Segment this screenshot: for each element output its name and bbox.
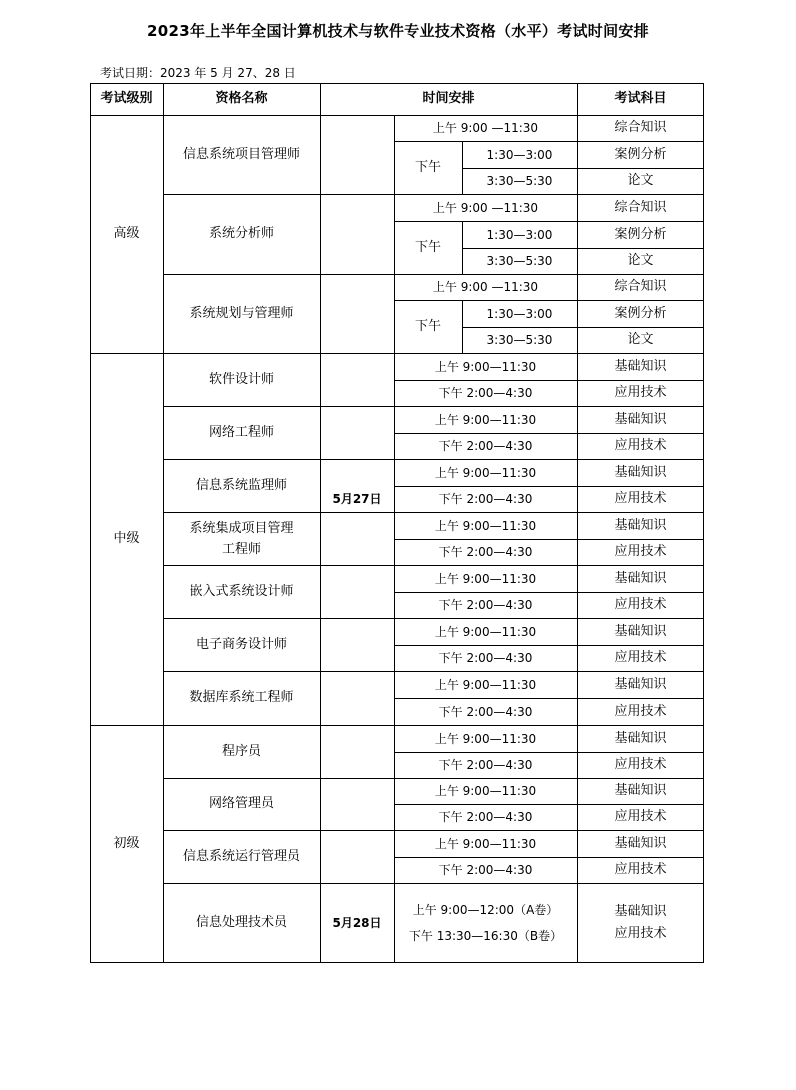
time-pm-1: 1:30—3:00 (486, 306, 553, 321)
grid-line (394, 857, 704, 858)
grid-line (163, 725, 704, 726)
grid-line (163, 194, 704, 195)
grid-line (394, 645, 704, 646)
qual-junior-3: 信息系统运行管理员 (182, 848, 300, 864)
schedule-table (90, 83, 704, 963)
grid-line (163, 565, 704, 566)
level-junior: 初级 (113, 836, 140, 851)
grid-line (163, 83, 164, 963)
time-pm-2: 3:30—5:30 (486, 254, 553, 268)
time-pm: 下午 2:00—4:30 (438, 545, 533, 559)
grid-line (90, 83, 704, 84)
grid-line (394, 486, 704, 487)
time-pm: 下午 2:00—4:30 (438, 810, 533, 824)
grid-line (462, 248, 704, 249)
pm-label: 下午 (414, 239, 441, 255)
grid-line (163, 406, 704, 407)
subject-comprehensive: 综合知识 (614, 279, 667, 294)
subject-basic: 基础知识 (614, 835, 667, 851)
subject-case-analysis: 案例分析 (614, 146, 667, 162)
subject-essay: 论文 (627, 173, 654, 188)
subject-comprehensive: 综合知识 (614, 199, 667, 215)
subject-basic: 基础知识 (614, 358, 667, 374)
qual-senior-3: 系统规划与管理师 (189, 305, 294, 321)
time-am: 上午 9:00—11:30 (434, 518, 537, 533)
qual-middle-2: 网络工程师 (208, 424, 274, 440)
grid-line (163, 883, 704, 884)
subject-last-2: 应用技术 (614, 926, 667, 941)
grid-line (320, 83, 321, 963)
subject-basic: 基础知识 (614, 730, 667, 746)
subject-essay: 论文 (627, 332, 654, 347)
qual-senior-2: 系统分析师 (208, 226, 274, 241)
qual-middle-1: 软件设计师 (208, 371, 274, 387)
subject-basic: 基础知识 (614, 676, 667, 692)
subject-case-analysis: 案例分析 (614, 305, 667, 321)
time-pm: 下午 2:00—4:30 (438, 651, 533, 665)
time-am: 上午 9:00—11:30 (434, 624, 537, 639)
time-am: 上午 9:00 —11:30 (432, 280, 539, 294)
subject-applied: 应用技术 (614, 757, 667, 772)
grid-line (394, 433, 704, 434)
time-am: 上午 9:00—11:30 (434, 465, 537, 480)
grid-line (394, 804, 704, 805)
time-last-pm: 下午 13:30—16:30（B卷） (408, 929, 563, 943)
time-am: 上午 9:00 —11:30 (432, 121, 539, 135)
grid-line (163, 353, 704, 354)
level-middle: 中级 (113, 531, 140, 546)
grid-line (163, 618, 704, 619)
time-am: 上午 9:00—11:30 (434, 836, 537, 851)
grid-line (462, 300, 463, 354)
time-pm: 下午 2:00—4:30 (438, 758, 533, 772)
time-pm: 下午 2:00—4:30 (438, 704, 533, 719)
qual-middle-6: 电子商务设计师 (195, 636, 287, 652)
header-schedule: 时间安排 (422, 91, 475, 106)
grid-line (394, 592, 704, 593)
grid-line (90, 115, 704, 116)
grid-line (90, 353, 164, 354)
exam-date: 考试日期：2023 年 5 月 27、28 日 (100, 66, 296, 80)
time-pm: 下午 2:00—4:30 (438, 492, 533, 506)
time-am: 上午 9:00—11:30 (434, 359, 537, 374)
subject-applied: 应用技术 (614, 809, 667, 824)
grid-line (163, 830, 704, 831)
time-am: 上午 9:00—11:30 (434, 677, 537, 692)
subject-basic: 基础知识 (614, 783, 667, 798)
subject-comprehensive: 综合知识 (614, 120, 667, 135)
grid-line (90, 83, 91, 963)
subject-last-1: 基础知识 (614, 904, 667, 919)
grid-line (462, 327, 704, 328)
date-may-27: 5月27日 (332, 492, 382, 506)
subject-applied: 应用技术 (614, 385, 667, 400)
grid-line (394, 221, 704, 222)
time-pm-2: 3:30—5:30 (486, 174, 553, 188)
subject-basic: 基础知识 (614, 623, 667, 639)
grid-line (462, 141, 463, 195)
grid-line (394, 752, 704, 753)
qual-middle-7: 数据库系统工程师 (189, 690, 294, 705)
date-may-28: 5月28日 (332, 916, 382, 930)
grid-line (394, 698, 704, 699)
subject-basic: 基础知识 (614, 517, 667, 533)
grid-line (462, 221, 463, 275)
subject-applied: 应用技术 (614, 438, 667, 453)
grid-line (163, 778, 704, 779)
page-title: 2023年上半年全国计算机技术与软件专业技术资格（水平）考试时间安排 (147, 22, 649, 40)
time-pm-2: 3:30—5:30 (486, 333, 553, 347)
qual-junior-4: 信息处理技术员 (195, 915, 287, 930)
time-pm-1: 1:30—3:00 (486, 147, 553, 162)
grid-line (394, 141, 704, 142)
time-pm: 下午 2:00—4:30 (438, 439, 533, 453)
header-level: 考试级别 (100, 91, 153, 106)
grid-line (577, 83, 578, 963)
pm-label: 下午 (414, 318, 441, 334)
grid-line (394, 300, 704, 301)
subject-applied: 应用技术 (614, 862, 667, 877)
time-pm: 下午 2:00—4:30 (438, 863, 533, 877)
header-qualification: 资格名称 (215, 91, 268, 106)
qual-senior-1: 信息系统项目管理师 (182, 146, 300, 162)
time-pm-1: 1:30—3:00 (486, 227, 553, 242)
subject-applied: 应用技术 (614, 650, 667, 665)
time-am: 上午 9:00—11:30 (434, 412, 537, 427)
grid-line (90, 725, 164, 726)
grid-line (90, 962, 704, 963)
subject-case-analysis: 案例分析 (614, 226, 667, 242)
time-am: 上午 9:00—11:30 (434, 784, 537, 798)
grid-line (703, 83, 704, 963)
time-am: 上午 9:00—11:30 (434, 571, 537, 586)
grid-line (394, 539, 704, 540)
qual-middle-3: 信息系统监理师 (195, 477, 287, 493)
time-last-block (394, 883, 577, 963)
qual-junior-1: 程序员 (221, 743, 261, 759)
subject-essay: 论文 (627, 253, 654, 268)
subject-last-block (577, 883, 704, 963)
time-last-am: 上午 9:00—12:00（A卷） (412, 903, 559, 917)
subject-basic: 基础知识 (614, 464, 667, 480)
time-am: 上午 9:00 —11:30 (432, 200, 539, 215)
header-subject: 考试科目 (614, 91, 667, 106)
time-pm: 下午 2:00—4:30 (438, 598, 533, 612)
subject-applied: 应用技术 (614, 597, 667, 612)
time-pm: 下午 2:00—4:30 (438, 386, 533, 400)
time-am: 上午 9:00—11:30 (434, 731, 537, 746)
grid-line (163, 671, 704, 672)
pm-label: 下午 (414, 159, 441, 175)
subject-applied: 应用技术 (614, 491, 667, 506)
grid-line (394, 380, 704, 381)
subject-basic: 基础知识 (614, 411, 667, 427)
grid-line (163, 512, 704, 513)
subject-applied: 应用技术 (614, 544, 667, 559)
grid-line (163, 459, 704, 460)
subject-basic: 基础知识 (614, 570, 667, 586)
subject-applied: 应用技术 (614, 703, 667, 719)
grid-line (163, 274, 704, 275)
qual-junior-2: 网络管理员 (208, 796, 274, 811)
level-senior: 高级 (113, 226, 140, 241)
qual-middle-5: 嵌入式系统设计师 (189, 583, 294, 599)
qual-middle-4: 系统集成项目管理工程师 (189, 520, 294, 557)
grid-line (462, 168, 704, 169)
